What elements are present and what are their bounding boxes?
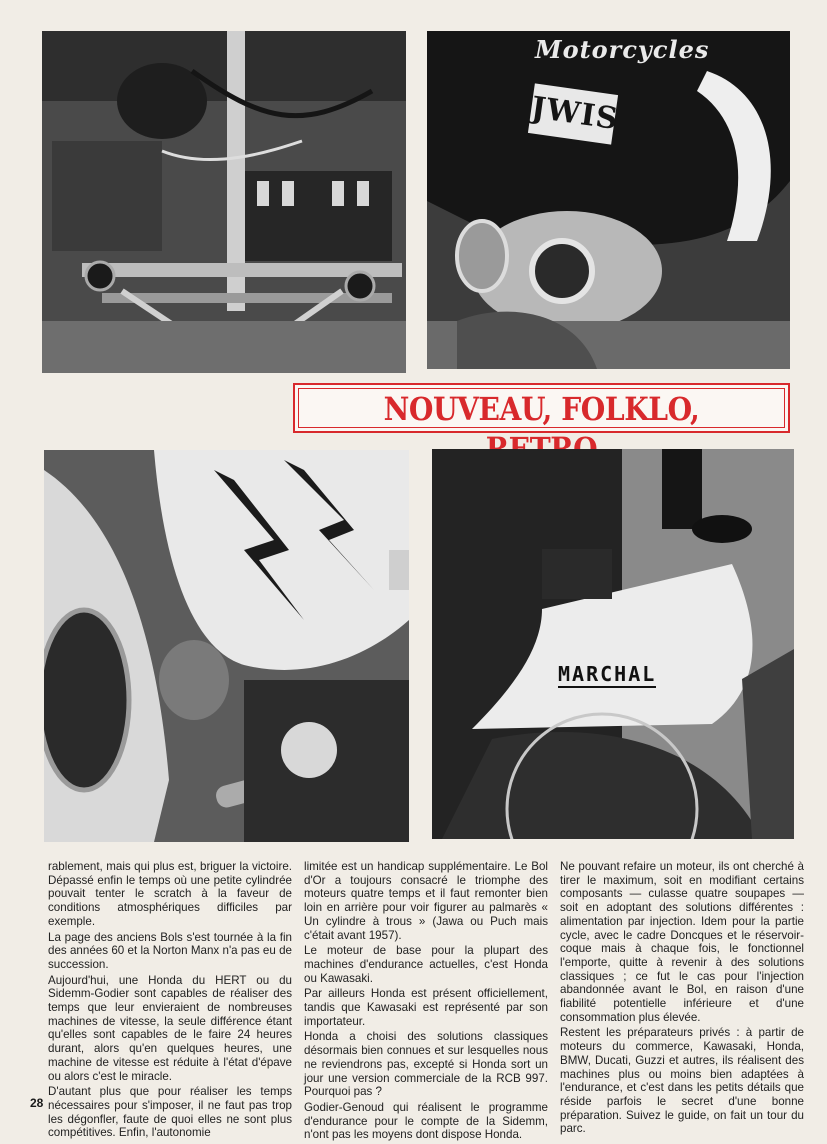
photo-engine-cover xyxy=(427,31,790,369)
column-3-paragraph: Ne pouvant refaire un moteur, ils ont cherché à tirer le maximum, soit en modifiant certains composants — culasse quatre soupapes — soit en adoptant des solutions différentes : alimentation par injection. Idem pour la partie cycle, avec le cadre Doncques et le réservoir-coque mais à chaque fois, le fonctionnel l'emporte, quitte à revenir à des solutions classiques ; ce fut le cas pour l'injection abandonnée avant le Bol, en raison d'une fiabilité potentielle inférieure et d'une consommation plus élevée. xyxy=(560,860,804,1024)
headline: NOUVEAU, FOLKLO, xyxy=(383,390,700,428)
text-column-2 xyxy=(304,860,548,1144)
photo-fairing xyxy=(44,450,409,842)
column-2-paragraph: Le moteur de base pour la plupart des machines d'endurance actuelles, c'est Honda ou Kawasaki. xyxy=(304,944,548,985)
column-2-paragraph: limitée est un handicap supplémentaire. Le Bol d'Or a toujours consacré le triomphe des moteurs quatre temps et il faut remonter bien loin en arrière pour voir figurer au palmarès « Un cylindre à trous » (Jawa ou Puch mais c'était avant 1957). xyxy=(304,860,548,942)
photo-marchal xyxy=(432,449,794,839)
page-number: 28 xyxy=(30,1096,44,1110)
column-1-paragraph: Aujourd'hui, une Honda du HERT ou du Sidemm-Godier sont capables de réaliser des temps que leur envieraient de nombreuses machines de vitesse, la seule différence étant qu'elles sont capables de le faire 24 heures durant, alors qu'en quelques heures, une machine de vitesse est réduite à l'état d'épave ou alors c'est le miracle. xyxy=(48,973,292,1083)
column-1-paragraph: D'autant plus que pour réaliser les temps nécessaires pour s'imposer, il ne faut pas trop les dégonfler, faute de quoi elles ne sont plus compétitives. Enfin, l'autonomie xyxy=(48,1085,292,1140)
marchal-sticker: MARCHAL xyxy=(558,662,657,686)
column-1-paragraph: rablement, mais qui plus est, briguer la victoire. Dépassé enfin le temps où une petite cylindrée pouvait tenter le scratch à la faveur de conditions atmosphériques difficiles par exemple. xyxy=(48,860,292,928)
column-2-paragraph: Honda a choisi des solutions classiques désormais bien connues et sur lesquelles nous ne reviendrons pas, excepté si Honda sort un jour une version commerciale de la RCB 997. Pourquoi pas ? xyxy=(304,1030,548,1099)
column-2-paragraph: Godier-Genoud qui réalisent le programme d'endurance pour le compte de la Sidemm, n'ont pas les moyens dont dispose Honda. xyxy=(304,1100,548,1142)
motorcycles-sign: Motorcycles xyxy=(535,35,710,64)
jwis-logo: JWIS xyxy=(528,83,618,144)
photo-engine-wiring xyxy=(42,31,406,373)
column-2-paragraph: Par ailleurs Honda est présent officiellement, tandis que Kawasaki est représenté par son importateur. xyxy=(304,987,548,1028)
text-column-1 xyxy=(48,860,292,1142)
headline-box xyxy=(293,383,790,433)
column-1-paragraph: La page des anciens Bols s'est tournée à la fin des années 60 et la Norton Manx n'a pas eu de succession. xyxy=(48,930,292,971)
text-column-3 xyxy=(560,860,804,1138)
column-3-paragraph: Restent les préparateurs privés : à partir de moteurs du commerce, Kawasaki, Honda, BMW, Ducati, Guzzi et autres, ils réalisent des machines plus ou moins bien adaptées à l'endurance, et c'est dans les petits détails que réside parfois le secret d'une bonne préparation. Suivez le guide, on fait un tour du parc. xyxy=(560,1026,804,1136)
